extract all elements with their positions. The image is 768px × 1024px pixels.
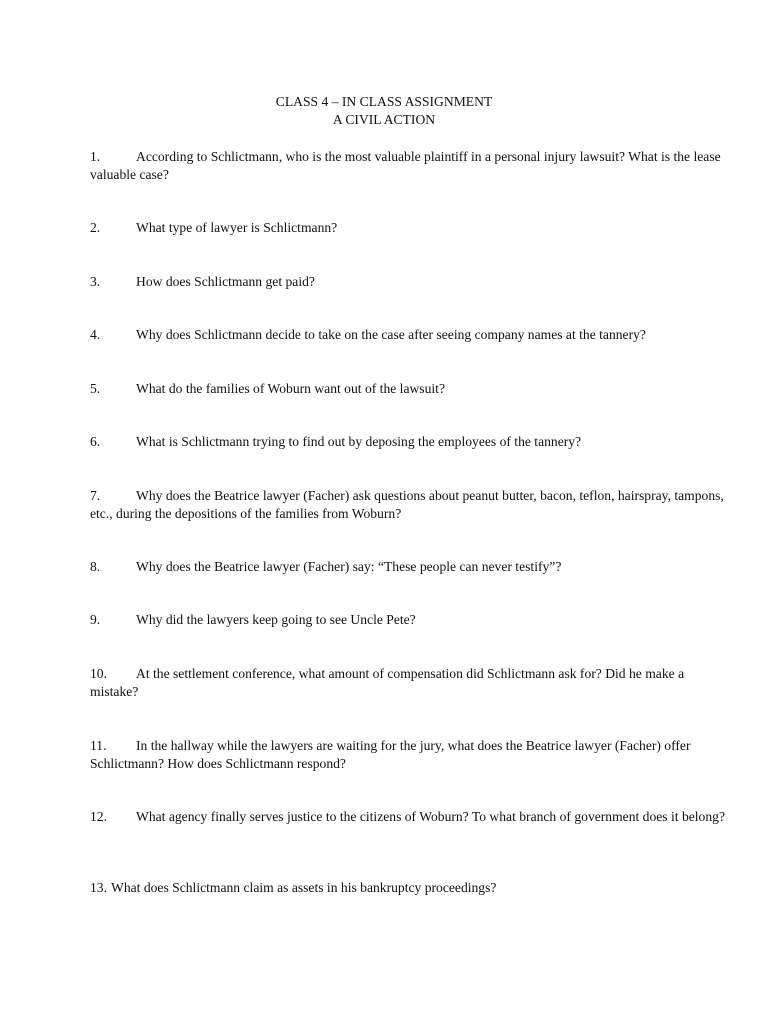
question-text: What does Schlictmann claim as assets in his bankruptcy proceedings? — [111, 880, 497, 895]
question-text: What type of lawyer is Schlictmann? — [136, 220, 338, 235]
question-3 — [90, 273, 730, 291]
question-number: 8. — [90, 559, 101, 574]
question-number: 2. — [90, 220, 101, 235]
question-text: What agency finally serves justice to the citizens of Woburn? To what branch of government does it belong? — [136, 809, 725, 824]
question-number: 12. — [90, 809, 107, 824]
question-number: 7. — [90, 488, 101, 503]
question-2 — [90, 219, 730, 237]
question-text: What is Schlictmann trying to find out by deposing the employees of the tannery? — [136, 434, 582, 449]
question-number: 13. — [90, 880, 107, 895]
question-9 — [90, 611, 730, 629]
assignment-title: CLASS 4 – IN CLASS ASSIGNMENT — [275, 94, 493, 109]
question-8 — [90, 558, 730, 576]
question-text: At the settlement conference, what amount of compensation did Schlictmann ask for? Did he make a mistake? — [90, 666, 685, 699]
question-4 — [90, 326, 730, 344]
question-text: Why does Schlictmann decide to take on the case after seeing company names at the tannery? — [136, 327, 646, 342]
question-10 — [90, 665, 730, 701]
question-number: 1. — [90, 149, 101, 164]
question-number: 11. — [90, 738, 107, 753]
question-text: According to Schlictmann, who is the most valuable plaintiff in a personal injury lawsuit? What is the lease valuable case? — [90, 149, 721, 182]
question-number: 4. — [90, 327, 101, 342]
assignment-subtitle: A CIVIL ACTION — [332, 112, 436, 127]
question-text: In the hallway while the lawyers are waiting for the jury, what does the Beatrice lawyer (Facher) offer Schlictmann? How does Schlictmann respond? — [90, 738, 691, 771]
question-6 — [90, 433, 730, 451]
question-number: 9. — [90, 612, 101, 627]
question-11 — [90, 737, 730, 773]
question-text: Why does the Beatrice lawyer (Facher) ask questions about peanut butter, bacon, teflon, hairspray, tampons, etc., during the depositions of the families from Woburn? — [90, 488, 724, 521]
question-1 — [90, 148, 730, 184]
question-text: Why does the Beatrice lawyer (Facher) say: “These people can never testify”? — [136, 559, 562, 574]
question-13 — [90, 879, 730, 897]
question-number: 6. — [90, 434, 101, 449]
question-number: 5. — [90, 381, 101, 396]
question-text: How does Schlictmann get paid? — [136, 274, 315, 289]
question-5 — [90, 380, 730, 398]
question-7 — [90, 487, 730, 523]
question-number: 3. — [90, 274, 101, 289]
question-12 — [90, 808, 730, 826]
question-text: What do the families of Woburn want out of the lawsuit? — [136, 381, 445, 396]
question-number: 10. — [90, 666, 107, 681]
question-text: Why did the lawyers keep going to see Uncle Pete? — [136, 612, 416, 627]
